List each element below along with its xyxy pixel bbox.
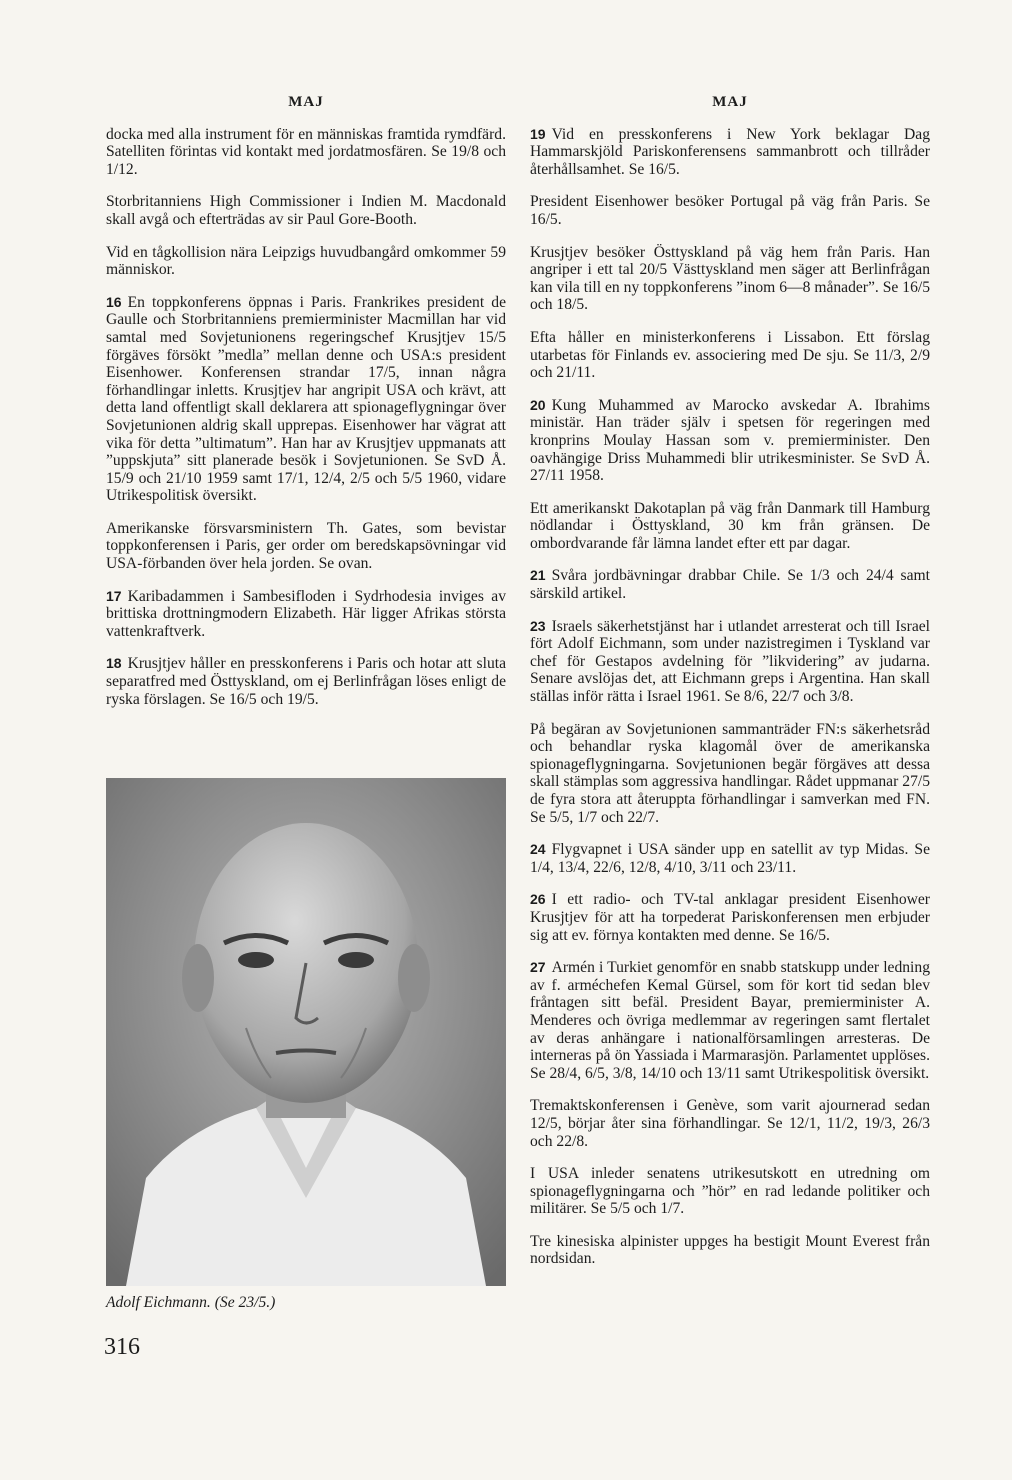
- left-column: [106, 94, 506, 723]
- entry-text: Vid en presskonferens i New York beklagar Dag Hammarskjöld Pariskonferensens sammanbrott och tillråder återhållsamhet. Se 16/5.: [530, 125, 930, 178]
- entry-text: Krusjtjev håller en presskonferens i Paris och hotar att sluta separatfred med Östtyskland, om ej Berlinfrågan löses enligt de ryska förslagen. Se 16/5 och 19/5.: [106, 655, 506, 708]
- entry-text: Amerikanske försvarsministern Th. Gates, som bevistar toppkonferensen i Paris, ger order om beredskapsövningar vid USA-förbanden över hela jorden. Se ovan.: [106, 519, 506, 573]
- day-number: 26: [530, 891, 546, 908]
- entry: [106, 294, 506, 505]
- entry: [530, 618, 930, 706]
- left-column-header: MAJ: [288, 94, 324, 110]
- entry-text: Flygvapnet i USA sänder upp en satellit av typ Midas. Se 1/4, 13/4, 22/6, 12/8, 4/10, 3/11 och 23/11.: [530, 841, 930, 876]
- entry: [106, 655, 506, 708]
- day-number: 20: [530, 396, 546, 413]
- entry: [106, 520, 506, 573]
- right-column: [530, 94, 930, 1283]
- entry-text: I USA inleder senatens utrikesutskott en utredning om spionageflygningarna och ”hör” en rad ledande politiker och militärer. Se 5/5 och 1/7.: [530, 1165, 930, 1218]
- entry-text: Armén i Turkiet genomför en snabb statskupp under ledning av f. arméchefen Kemal Gürsel, som för kort tid sedan blev fråntagen sitt befäl. President Bayar, premierminister A. Menderes och övriga medlemmar av regeringen samt flertalet av deras anhängare i nationalförsamlingen arresteras. De interneras på ön Yassiada i Marmarasjön. Parlamentet upplöses. Se 28/4, 6/5, 3/8, 14/10 och 13/11 samt Utrikespolitisk översikt.: [530, 959, 930, 1082]
- entry: [106, 126, 506, 179]
- left-entries: [106, 126, 506, 709]
- entry-text: Efta håller en ministerkonferens i Lissabon. Ett förslag utarbetas för Finlands ev. associering med De sju. Se 11/3, 2/9 och 21/11.: [530, 328, 930, 382]
- day-number: 24: [530, 841, 546, 858]
- entry: [530, 244, 930, 314]
- entry: [530, 1165, 930, 1218]
- entry: [530, 500, 930, 553]
- entry-text: I ett radio- och TV-tal anklagar president Eisenhower Krusjtjev för att ha torpederat Pariskonferensen men erbjuder sig att ev. förnya kontakten med denne. Se 16/5.: [530, 891, 930, 944]
- entry-text: Karibadammen i Sambesifloden i Sydrhodesia inviges av brittiska drottningmodern Elizabeth. Här ligger Afrikas största vattenkraftverk.: [106, 587, 506, 640]
- entry-text: Svåra jordbävningar drabbar Chile. Se 1/3 och 24/4 samt särskild artikel.: [530, 567, 930, 603]
- portrait-illustration: [106, 778, 506, 1286]
- entry-text: President Eisenhower besöker Portugal på väg från Paris. Se 16/5.: [530, 193, 930, 228]
- entry: [530, 1097, 930, 1150]
- day-number: 18: [106, 655, 122, 672]
- entry-text: Ett amerikanskt Dakotaplan på väg från Danmark till Hamburg nödlandar i Östtyskland, 30 km från gränsen. De ombordvarande får lämna landet efter ett par dagar.: [530, 499, 930, 552]
- page-number: 316: [104, 1334, 140, 1360]
- entry: [530, 329, 930, 382]
- day-number: 23: [530, 617, 546, 634]
- day-number: 21: [530, 567, 546, 584]
- entry: [530, 841, 930, 876]
- entry: [530, 397, 930, 485]
- portrait-photo: [106, 778, 506, 1286]
- entry-text: Krusjtjev besöker Östtyskland på väg hem från Paris. Han angriper i ett tal 20/5 Västtyskland men säger att Berlinfrågan kan vila till en ny toppkonferens ”inom 6—8 månader”. Se 16/5 och 18/5.: [530, 243, 930, 314]
- entry-text: En toppkonferens öppnas i Paris. Frankrikes president de Gaulle och Storbritanniens premierminister Macmillan har vid samtal med Sovjetunionens regeringschef Krusjtjev 15/5 förgäves försökt ”medla” mellan denne och USA:s president Eisenhower. Konferensen strandar 17/5, innan några förhandlingar inletts. Krusjtjev har angripit USA och krävt, att detta land offentligt skall deklarera att spionageflygningar över Sovjetunionen aldrig skall upprepas. Eisenhower har vägrat att vika för detta ”ultimatum”. Han har av Krusjtjev uppmanats att ”uppskjuta” sitt planerade besök i Sovjetunionen. Se SvD Å. 15/9 och 21/10 1959 samt 17/1, 12/4, 2/5 och 5/5 1960, vidare Utrikespolitisk översikt.: [106, 293, 506, 505]
- entry: [530, 959, 930, 1082]
- entry-text: Israels säkerhetstjänst har i utlandet arresterat och till Israel fört Adolf Eichmann, som under nazistregimen i Tyskland var chef för Gestapos avdelning för ”likvidering” av judarna. Senare avslöjas det, att Eichmann greps i Argentina. Han skall ställas inför rätta i Israel 1961. Se 8/6, 22/7 och 3/8.: [530, 617, 930, 706]
- entry-text: Kung Muhammed av Marocko avskedar A. Ibrahims ministär. Han träder själv i spetsen för regeringen med kronprins Moulay Hassan som v. premierminister. Den oavhängige Driss Muhammedi blir utrikesminister. Se SvD Å. 27/11 1958.: [530, 396, 930, 485]
- entry: [106, 244, 506, 279]
- right-column-header: MAJ: [712, 94, 748, 110]
- entry-text: På begäran av Sovjetunionen sammanträder FN:s säkerhetsråd och behandlar ryska klagomål över de amerikanska spionageflygningarna. Sovjetunionen begär förgäves att dessa skall stämplas som aggressiva handlingar. Rådet uppmanar 27/5 de fyra stora att återuppta förhandlingar i samverkan med FN. Se 5/5, 1/7 och 22/7.: [530, 720, 930, 826]
- day-number: 17: [106, 587, 122, 604]
- entry-text: Tre kinesiska alpinister uppges ha bestigit Mount Everest från nordsidan.: [530, 1232, 930, 1268]
- entry: [530, 193, 930, 228]
- entry-text: Vid en tågkollision nära Leipzigs huvudbangård omkommer 59 människor.: [106, 243, 506, 279]
- entry: [530, 567, 930, 602]
- entry: [530, 1233, 930, 1268]
- right-entries: [530, 126, 930, 1268]
- day-number: 27: [530, 959, 546, 976]
- day-number: 19: [530, 125, 546, 142]
- entry-text: Tremaktskonferensen i Genève, som varit ajournerad sedan 12/5, börjar åter sina förhandlingar. Se 12/1, 11/2, 19/3, 26/3 och 22/8.: [530, 1097, 930, 1150]
- entry: [530, 126, 930, 179]
- entry: [106, 193, 506, 228]
- entry: [530, 721, 930, 827]
- entry-text: docka med alla instrument för en människas framtida rymdfärd. Satelliten förintas vid kontakt med jordatmosfären. Se 19/8 och 1/12.: [106, 125, 506, 178]
- entry: [106, 588, 506, 641]
- entry-text: Storbritanniens High Commissioner i Indien M. Macdonald skall avgå och efterträdas av sir Paul Gore-Booth.: [106, 193, 506, 228]
- entry: [530, 891, 930, 944]
- photo-caption: Adolf Eichmann. (Se 23/5.): [106, 1294, 276, 1311]
- day-number: 16: [106, 293, 122, 310]
